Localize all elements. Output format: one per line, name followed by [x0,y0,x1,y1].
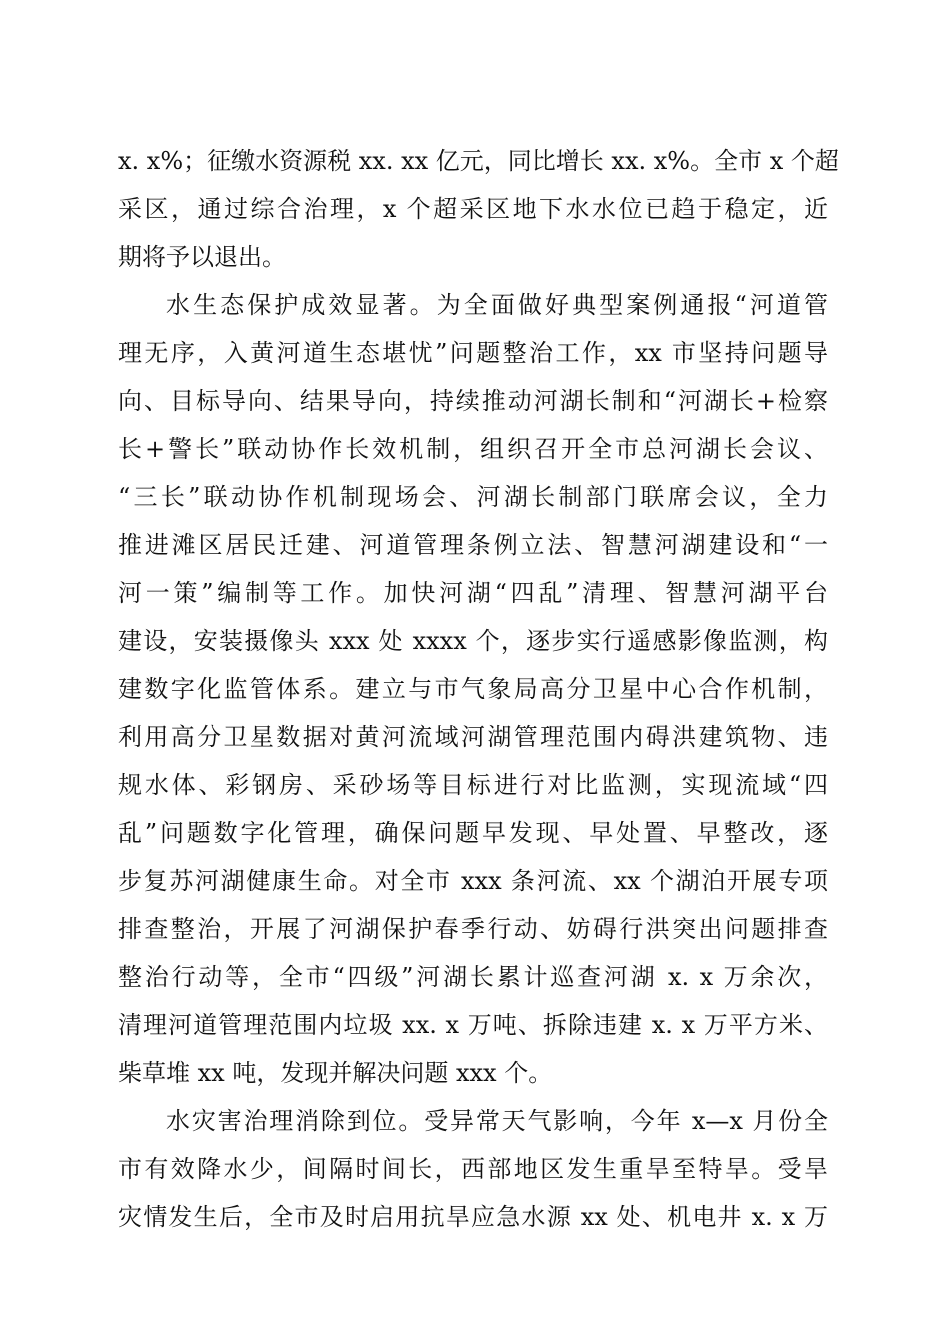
paragraph-line: “三长”联动协作机制现场会、河湖长制部门联席会议，全力 [118,483,828,511]
paragraph-line: 灾情发生后，全市及时启用抗旱应急水源 xx 处、机电井 x. x 万 [118,1203,828,1231]
paragraph-line: 清理河道管理范围内垃圾 xx. x 万吨、拆除违建 x. x 万平方米、 [118,1011,828,1039]
paragraph-line: 长+警长”联动协作长效机制，组织召开全市总河湖长会议、 [118,435,828,463]
paragraph-line: 利用高分卫星数据对黄河流域河湖管理范围内碍洪建筑物、违 [118,723,828,751]
paragraph-line: 河一策”编制等工作。加快河湖“四乱”清理、智慧河湖平台 [118,579,828,607]
paragraph-line: 规水体、彩钢房、采砂场等目标进行对比监测，实现流域“四 [118,771,828,799]
paragraph-line: 理无序，入黄河道生态堪忧”问题整治工作，xx 市坚持问题导 [118,339,828,367]
paragraph-line: 柴草堆 xx 吨，发现并解决问题 xxx 个。 [118,1059,553,1087]
paragraph-line: 向、目标导向、结果导向，持续推动河湖长制和“河湖长+检察 [118,387,828,415]
paragraph-line: x. x%；征缴水资源税 xx. xx 亿元，同比增长 xx. x%。全市 x 个超 [118,147,839,175]
paragraph-line: 采区，通过综合治理，x 个超采区地下水水位已趋于稳定，近 [118,195,828,223]
paragraph-line: 步复苏河湖健康生命。对全市 xxx 条河流、xx 个湖泊开展专项 [118,867,828,895]
paragraph-line: 建数字化监管体系。建立与市气象局高分卫星中心合作机制， [118,675,828,703]
paragraph-line: 排查整治，开展了河湖保护春季行动、妨碍行洪突出问题排查 [118,915,828,943]
paragraph-line: 推进滩区居民迁建、河道管理条例立法、智慧河湖建设和“一 [118,531,828,559]
paragraph-line: 整治行动等，全市“四级”河湖长累计巡查河湖 x. x 万余次， [118,963,828,991]
paragraph-line: 市有效降水少，间隔时间长，西部地区发生重旱至特旱。受旱 [118,1155,828,1183]
paragraph-line: 期将予以退出。 [118,243,286,271]
paragraph-line: 建设，安装摄像头 xxx 处 xxxx 个，逐步实行遥感影像监测，构 [118,627,828,655]
paragraph-line: 水灾害治理消除到位。受异常天气影响，今年 x—x 月份全 [166,1107,828,1135]
paragraph-line: 乱”问题数字化管理，确保问题早发现、早处置、早整改，逐 [118,819,828,847]
paragraph-line: 水生态保护成效显著。为全面做好典型案例通报“河道管 [166,291,828,319]
